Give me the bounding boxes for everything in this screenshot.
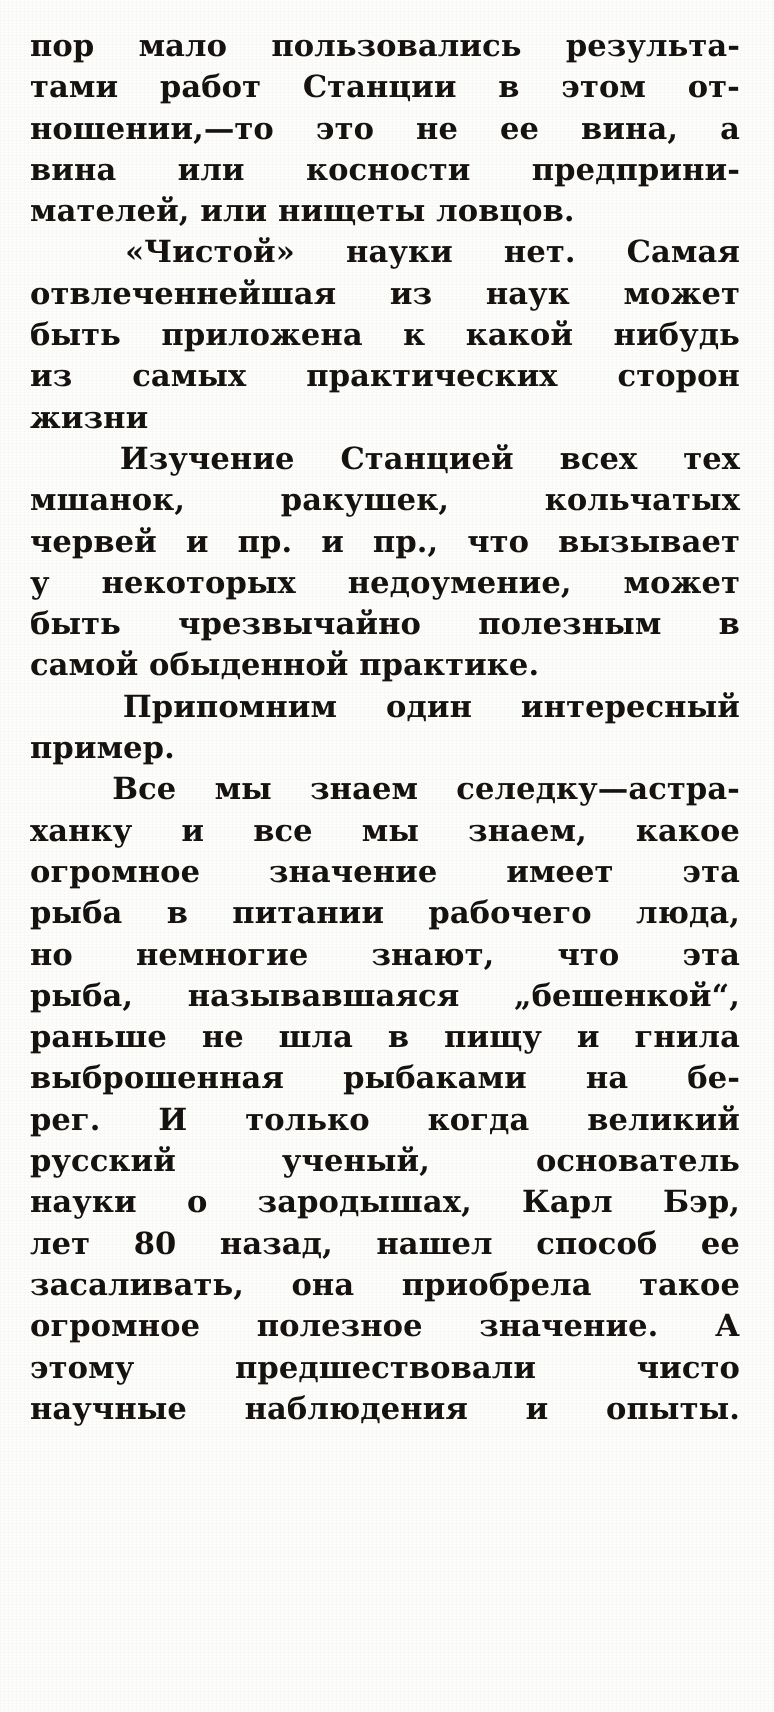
word: некоторых (101, 564, 296, 601)
text-line (30, 480, 740, 521)
word: Изучение (119, 440, 295, 477)
paragraph (30, 687, 740, 770)
word: Бэр, (663, 1184, 740, 1221)
word: ученый, (281, 1143, 430, 1180)
word: червей (30, 523, 157, 560)
word: нищеты (278, 193, 426, 230)
word: и (576, 1019, 600, 1056)
text-line (30, 191, 740, 232)
word: приобрела (401, 1266, 592, 1303)
text-line (30, 604, 740, 645)
word: лет (30, 1225, 91, 1262)
word: зародышах, (257, 1184, 472, 1221)
word: мало (138, 28, 228, 64)
word: Карл (522, 1184, 613, 1221)
word: вина, (581, 110, 679, 147)
word: практических (306, 358, 558, 395)
word: предшествовали (235, 1349, 537, 1386)
word: может (623, 564, 740, 601)
word: шла (278, 1019, 354, 1056)
text-line (30, 398, 740, 439)
word: «Чистой» (125, 234, 295, 271)
word: Самая (626, 234, 740, 271)
word: какое (635, 812, 740, 849)
text-line (30, 315, 740, 356)
word: тами (30, 69, 119, 106)
text-line (30, 1100, 740, 1141)
word: косности (305, 151, 471, 188)
word: может (623, 275, 740, 312)
word: мшанок, (30, 482, 186, 519)
word: и (321, 523, 344, 560)
word: наук (485, 275, 570, 312)
word: имеет (506, 853, 614, 890)
word: основатель (535, 1143, 740, 1180)
word-space (190, 191, 201, 232)
word-space (349, 645, 360, 686)
word: все (253, 812, 313, 849)
word: опыты. (606, 1390, 740, 1427)
word: когда (427, 1101, 530, 1138)
word: рыба (30, 895, 123, 932)
word: практике. (359, 647, 540, 684)
word: рабочего (428, 895, 592, 932)
word: нет. (503, 234, 576, 271)
word: вызывает (558, 523, 740, 560)
word: вина (30, 151, 117, 188)
word-space (425, 191, 436, 232)
text-line (30, 150, 740, 191)
text-line (30, 687, 740, 728)
indent-spacer (30, 769, 74, 810)
text-line (30, 1348, 740, 1389)
text-line (30, 356, 740, 397)
word: чрезвычайно (178, 606, 421, 643)
word: рыба, (30, 977, 134, 1014)
text-line (30, 728, 740, 769)
word: какой (465, 317, 574, 354)
word: знают, (371, 936, 495, 973)
text-line (30, 935, 740, 976)
text-line (30, 852, 740, 893)
word: огромное (30, 1308, 201, 1345)
text-line (30, 26, 740, 67)
word: в (166, 895, 188, 932)
text-line (30, 1058, 740, 1099)
paragraph (30, 26, 740, 232)
paragraph (30, 439, 740, 687)
word: полезным (478, 606, 662, 643)
text-line (30, 522, 740, 563)
word: русский (30, 1143, 176, 1180)
word: рег. (30, 1101, 101, 1138)
word: селедку—астра- (456, 771, 740, 808)
word: всех (559, 440, 638, 477)
word: значение. (479, 1308, 659, 1345)
word: интересный (520, 688, 740, 725)
word: и (525, 1390, 549, 1427)
word: мателей, (30, 193, 190, 230)
word: эта (682, 853, 740, 890)
word: это (315, 110, 375, 147)
word: называвшаяся (187, 977, 460, 1014)
indent-spacer (30, 687, 74, 728)
word: назад, (219, 1225, 333, 1262)
word: Станции (302, 69, 457, 106)
word: способ (536, 1225, 658, 1262)
word: Все (112, 771, 177, 808)
word: ловцов. (436, 193, 575, 230)
word: пр., (372, 523, 439, 560)
word: науки (346, 234, 453, 271)
word: А (715, 1308, 740, 1345)
word: или (177, 151, 245, 188)
word: эта (682, 936, 740, 973)
word: а (720, 110, 740, 147)
word: она (291, 1266, 355, 1303)
word: в (387, 1019, 410, 1056)
text-line (30, 1141, 740, 1182)
word: в (498, 69, 520, 106)
word: гнила (634, 1019, 740, 1056)
word: и (185, 523, 209, 560)
word: но (30, 936, 73, 973)
word: ее (700, 1225, 740, 1262)
word: и (181, 812, 205, 849)
word: нашел (376, 1225, 493, 1262)
word: мы (361, 812, 420, 849)
word: что (467, 523, 530, 560)
text-line (30, 645, 740, 686)
word: пор (30, 28, 95, 64)
word-space (138, 645, 149, 686)
word: науки (30, 1184, 137, 1221)
word: ракушек, (280, 482, 450, 519)
word: из (30, 358, 73, 395)
word: „бешенкой“, (513, 977, 740, 1014)
word: ее (500, 110, 540, 147)
word: Станцией (340, 440, 514, 477)
word: на (585, 1060, 629, 1097)
text-line (30, 109, 740, 150)
text-line (30, 893, 740, 934)
word: 80 (133, 1225, 177, 1262)
word: только (245, 1101, 370, 1138)
paragraph (30, 769, 740, 1430)
word: такое (639, 1266, 740, 1303)
text-line (30, 811, 740, 852)
text-line (30, 1017, 740, 1058)
word: этом (561, 69, 647, 106)
word: пользовались (271, 28, 522, 64)
word: пр. (237, 523, 293, 560)
paragraph (30, 232, 740, 438)
word: работ (159, 69, 262, 106)
word: знаем, (468, 812, 587, 849)
word: жизни (30, 399, 149, 436)
text-line (30, 1306, 740, 1347)
word: к (403, 317, 426, 354)
word: тех (683, 440, 740, 477)
indent-spacer (30, 232, 74, 273)
text-line (30, 563, 740, 604)
word: пример. (30, 730, 175, 767)
word: недоумение, (347, 564, 572, 601)
word: самой (30, 647, 139, 684)
word: бе- (687, 1060, 740, 1097)
text-line (30, 1389, 740, 1430)
word: этому (30, 1349, 135, 1386)
word: люда, (636, 895, 740, 932)
word: Припомним (122, 688, 338, 725)
word: быть (30, 606, 121, 643)
word: знаем (310, 771, 419, 808)
word: питании (232, 895, 385, 932)
word: полезное (256, 1308, 423, 1345)
word: о (186, 1184, 208, 1221)
word: что (557, 936, 620, 973)
text-line (30, 976, 740, 1017)
word: значение (268, 853, 438, 890)
word: ношении,—то (30, 110, 274, 147)
word: самых (132, 358, 247, 395)
word: от- (687, 69, 740, 106)
word: И (158, 1101, 188, 1138)
word: быть (30, 317, 121, 354)
word: отвлеченнейшая (30, 275, 337, 312)
word: огромное (30, 853, 201, 890)
text-column (30, 26, 740, 1430)
word: научные (30, 1390, 187, 1427)
word: рыбаками (343, 1060, 527, 1097)
text-line (30, 1224, 740, 1265)
text-line (30, 1265, 740, 1306)
document-body (30, 26, 740, 1430)
word: великий (587, 1101, 740, 1138)
word: результа- (565, 28, 740, 64)
word: сторон (617, 358, 740, 395)
word: нибудь (613, 317, 740, 354)
word: кольчатых (544, 482, 740, 519)
word: не (416, 110, 458, 147)
text-line (30, 439, 740, 480)
word: раньше (30, 1019, 167, 1056)
text-line (30, 232, 740, 273)
word: предприни- (531, 151, 740, 188)
text-line (30, 769, 740, 810)
word: засаливать, (30, 1266, 244, 1303)
text-line (30, 1182, 740, 1223)
word: мы (214, 771, 272, 808)
word: у (30, 564, 50, 601)
word: чисто (636, 1349, 740, 1386)
word: выброшенная (30, 1060, 285, 1097)
word: ханку (30, 812, 133, 849)
word: из (389, 275, 433, 312)
text-line (30, 67, 740, 108)
indent-spacer (30, 439, 74, 480)
word: приложена (161, 317, 363, 354)
word: обыденной (149, 647, 349, 684)
word: один (386, 688, 473, 725)
word: пищу (444, 1019, 542, 1056)
word-space (267, 191, 278, 232)
text-line (30, 274, 740, 315)
word: немногие (135, 936, 309, 973)
word: не (201, 1019, 244, 1056)
word: наблюдения (244, 1390, 469, 1427)
word: или (200, 193, 268, 230)
word: в (718, 606, 740, 643)
